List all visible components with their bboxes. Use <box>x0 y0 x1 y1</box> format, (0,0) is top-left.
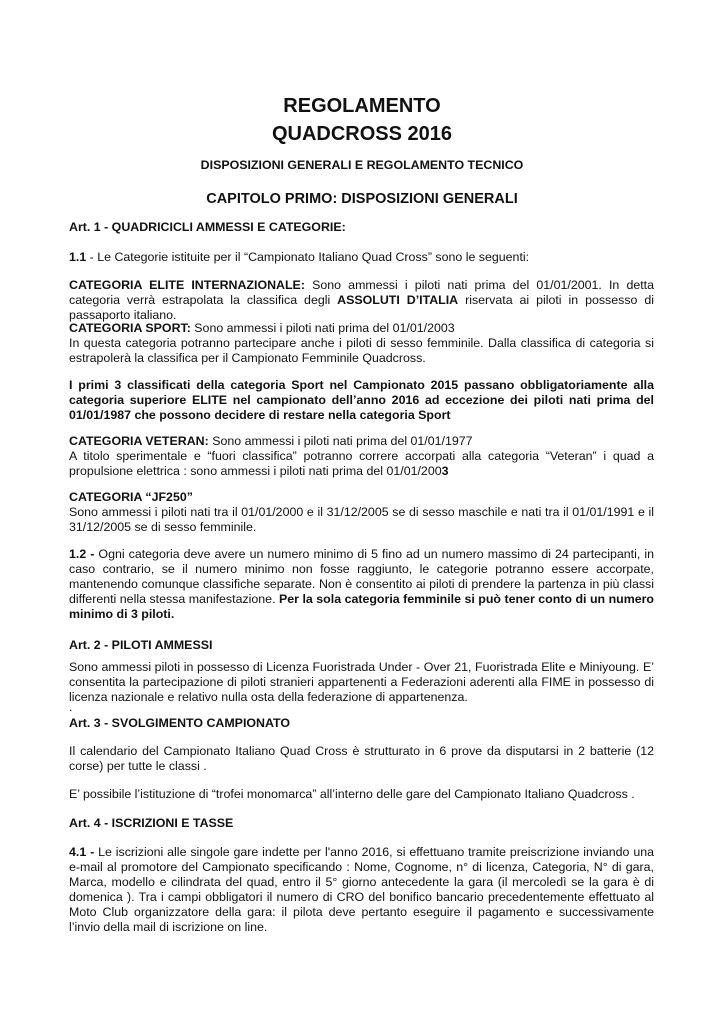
art3-text-2: E’ possibile l’istituzione di “trofei monomarca” all’interno delle gare del Campionato Italiano Quadcross . <box>69 787 635 801</box>
category-elite <box>69 278 654 323</box>
category-sport-title <box>69 321 654 336</box>
art3-text-1: Il calendario del Campionato Italiano Quad Cross è strutturato in 6 prove da disputarsi in 2 batterie (12 corse) per tutte le classi . <box>69 744 654 773</box>
promotion-rule: I primi 3 classificati della categoria Sport nel Campionato 2015 passano obbligatoriamente alla categoria superiore ELITE nel campionato dell’anno 2016 ad eccezione dei piloti nati prima del 01/01/1987 che possono decidere di restare nella categoria Sport <box>69 378 654 422</box>
category-jf250-text: Sono ammessi i piloti nati tra il 01/01/2000 e il 31/12/2005 se di sesso maschile e nati tra il 01/01/1991 e il 31/12/2005 se di sesso femminile. <box>69 505 654 534</box>
category-veteran-text <box>69 449 654 479</box>
paragraph-text: Le iscrizioni alle singole gare indette per l'anno 2016, si effettuano tramite preiscrizione inviando una e-mail al promotore del Campionato specificando : Nome, Cognome, n° di licenza, Categoria, N° di gara, Marca, modello e cilindrata del quad, entro il 5° giorno antecedente la gara (il mercoledì se la gara è di domenica ). Tra i campi obbligatori il numero di CRO del bonifico bancario precedentemente effettuato al Moto Club organizzatore della gara: il pilota deve pertanto eseguire il pagamento e successivamente l’invio della mail di iscrizione on line. <box>69 845 654 934</box>
paragraph-number: 4.1 - <box>69 845 95 859</box>
document-subtitle: DISPOSIZIONI GENERALI E REGOLAMENTO TECNICO <box>200 158 524 172</box>
category-veteran-title <box>69 434 654 449</box>
category-text: Sono ammessi i piloti nati prima del 01/01/2001. In detta categoria verrà estrapolata la classifica degli <box>69 278 655 307</box>
category-text: A titolo sperimentale e “fuori classifica” potranno correre accorpati alla categoria “Veteran” i quad a propulsione elettrica : sono ammessi i piloti nati prima del 01/01/200 <box>69 449 654 478</box>
art1-paragraph-1-2 <box>69 547 654 622</box>
assoluti-label: ASSOLUTI D’ITALIA <box>337 293 459 307</box>
chapter-heading: CAPITOLO PRIMO: DISPOSIZIONI GENERALI <box>206 191 518 207</box>
art4-heading: Art. 4 - ISCRIZIONI E TASSE <box>69 816 234 830</box>
category-text: Sono ammessi i piloti nati prima del 01/01/2003 <box>190 321 455 335</box>
category-label: CATEGORIA ELITE INTERNAZIONALE: <box>69 278 305 292</box>
art3-heading: Art. 3 - SVOLGIMENTO CAMPIONATO <box>69 716 290 730</box>
document-title-line1: REGOLAMENTO <box>283 95 441 117</box>
category-label: CATEGORIA VETERAN: <box>69 434 209 448</box>
category-label: CATEGORIA SPORT: <box>69 321 191 335</box>
art1-heading: Art. 1 - QUADRICICLI AMMESSI E CATEGORIE: <box>69 220 346 234</box>
art1-paragraph-1-1 <box>69 250 654 265</box>
category-sport-text: In questa categoria potranno partecipare anche i piloti di sesso femminile. Dalla classifica di categoria si estrapolerà la classifica per il Campionato Femminile Quadcross. <box>69 336 654 365</box>
art2-heading: Art. 2 - PILOTI AMMESSI <box>69 638 213 652</box>
paragraph-text: Ogni categoria deve avere un numero minimo di 5 fino ad un numero massimo di 24 partecipanti, in caso contrario, se il numero minimo non fosse raggiunto, le categorie potranno essere accorpate, mantenendo comunque classifiche separate. Non è consentito ai piloti di prendere la partenza in più classi differenti nella stessa manifestazione. <box>69 547 654 606</box>
paragraph-text: - Le Categorie istituite per il “Campionato Italiano Quad Cross” sono le seguenti: <box>86 250 530 264</box>
category-text-end: riservata ai piloti in possesso di passaporto italiano. <box>69 293 654 322</box>
paragraph-number: 1.2 - <box>69 547 95 561</box>
paragraph-number: 1.1 <box>69 250 87 264</box>
category-text-bold-digit: 3 <box>441 464 449 478</box>
document-title-line2: QUADCROSS 2016 <box>271 123 453 145</box>
paragraph-bold-text: Per la sola categoria femminile si può tener conto di un numero minimo di 3 piloti. <box>69 592 655 621</box>
art4-paragraph-4-1 <box>69 845 654 935</box>
category-text: Sono ammessi i piloti nati prima del 01/01/1977 <box>208 434 473 448</box>
category-jf250-title: CATEGORIA “JF250” <box>69 490 193 504</box>
art2-text: Sono ammessi piloti in possesso di Licenza Fuoristrada Under - Over 21, Fuoristrada Elite e Miniyoung. E’ consentita la partecipazione di piloti stranieri appartenenti a Federazioni aderenti alla FIME in possesso di licenza nazionale e relativo nulla osta della federazione di appartenenza. <box>69 660 654 704</box>
art2-dot: . <box>69 700 73 714</box>
